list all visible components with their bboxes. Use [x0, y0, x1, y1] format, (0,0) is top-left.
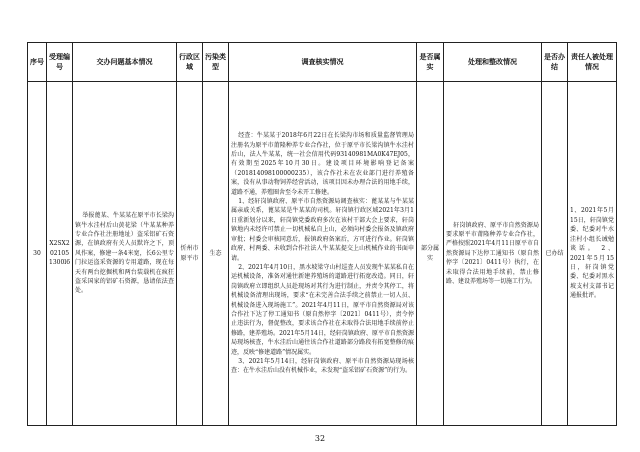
cell-seq: 30	[28, 82, 47, 426]
header-verified: 是否属实	[417, 43, 444, 82]
cell-pollution: 生态	[203, 82, 229, 426]
header-issue: 交办问题基本情况	[73, 43, 177, 82]
header-region: 行政区域	[177, 43, 203, 82]
header-investigation: 调查核实情况	[229, 43, 417, 82]
header-handling: 处理和整改情况	[444, 43, 542, 82]
header-seq: 序号	[28, 43, 47, 82]
cell-handling	[444, 82, 542, 426]
header-case-no: 受理编号	[47, 43, 73, 82]
page-number: 32	[314, 434, 326, 443]
cell-accountability: 1、2021年5月15日，轩岗镇党委、纪委对牛水洼村小组长诫勉谈话。 2、2021年5月15日，轩岗镇党委、纪委对黑水坡支村支部书记通报批评。	[568, 82, 617, 426]
issue-text: 举报蓖某、牛某某在原平市长梁沟镇牛水洼村后山黄花梁（牛某某种养专业合作社注册地址）盗采铝矿石资源，在镇政府有关人员默许之下，顶风作案，修建一条4米宽，长6公里专门拉运盗采资源的专用道路，现在每天有两台挖掘机和两台装载机在疯狂盗采国家的铝矿石资源，恳请依法查处。	[75, 212, 174, 295]
table-header-row	[28, 43, 617, 82]
cell-issue	[73, 82, 177, 426]
investigation-para: 经查：牛某某于2018年6月22日在长梁沟市场和质量监督管理局注册名为原平市莆隆种养专业合作社，位于原平市长梁沟镇牛水洼村后山，法人牛某某，统一社会信用代码93140981MA0K47EJ05，有效期至2025年10月30日。建设项目环境影响登记备案（201814098100000235），该合作社未在农业部门进行养殖备案，没有从事动物饲养经营活动，该项目因未办理合法的用地手续，道路不通，养殖圈舍至今未开工修建。	[231, 132, 414, 196]
header-closed: 是否办结	[542, 43, 568, 82]
case-table	[27, 42, 617, 426]
investigation-para: 1、经轩岗镇政府、原平市自然资源局调查核实：蓖某某与牛某某属亲戚关系，蓖某某是牛某某的司机。轩岗镇行政区域2021年3月1日重新划分以来，轩岗镇党委政府多次在该村干部大会上要求，轩岗镇地内未经许可禁止一切机械私自上山，必须向村委会报备及镇政府审批；村委会审核同意后，报镇政府备案后，方可进行作业。轩岗镇政府、村两委、未收到合作社法人牛某某提交上山机械作业的书面申请。	[231, 198, 414, 262]
investigation-para: 3、2021年5月14日，经轩岗镇政府、原平市自然资源局现场核查：在牛水洼后山没有机械作业，未发现“盗采铝矿石资源”的行为。	[231, 357, 414, 375]
cell-region: 忻州市原平市	[177, 82, 203, 426]
cell-closed: 已办结	[542, 82, 568, 426]
cell-case-no: X2SX2021051300l6	[47, 82, 73, 426]
handling-text: 轩岗镇政府、原平市自然资源局要求原平市莆隆种养专业合作社，严格按照2021年4月11日原平市自然资源局下达停工通知书（原自然停字〔2021〕0411号）执行，在未取得合法用地手续前，禁止修路、建设养殖场等一切施工行为。	[446, 221, 539, 286]
table-row	[28, 82, 617, 426]
cell-investigation	[229, 82, 417, 426]
investigation-para: 2、2021年4月10日，黑水坡梁守山村巡查人员发现牛某某私自在运机械设备，准备对通往新建养殖场的道路进行拓宽改造。同日，轩岗镇政府立即组织人员赴现场对其行为进行制止，并责令其停工，将机械设备清理出现场，要求“在未完善合法手续之前禁止一切人员、机械设备进入现场施工”。2021年4月11日，原平市自然资源局对该合作社下达了停工通知书（原自然停字〔2021〕0411号），责令停止违法行为，督促整改，要求该合作社在未取得合法用地手续前停止修路，建养殖场。2021年5月14日，经轩岗镇政府、原平市自然资源局现场核查，牛水洼后山通往该合作社道路部分路段有拓宽整修的痕迹，反映“修建道路”情况属实。	[231, 263, 414, 356]
cell-verified: 部分属实	[417, 82, 444, 426]
header-accountability: 责任人被处理情况	[568, 43, 617, 82]
header-pollution: 污染类型	[203, 43, 229, 82]
